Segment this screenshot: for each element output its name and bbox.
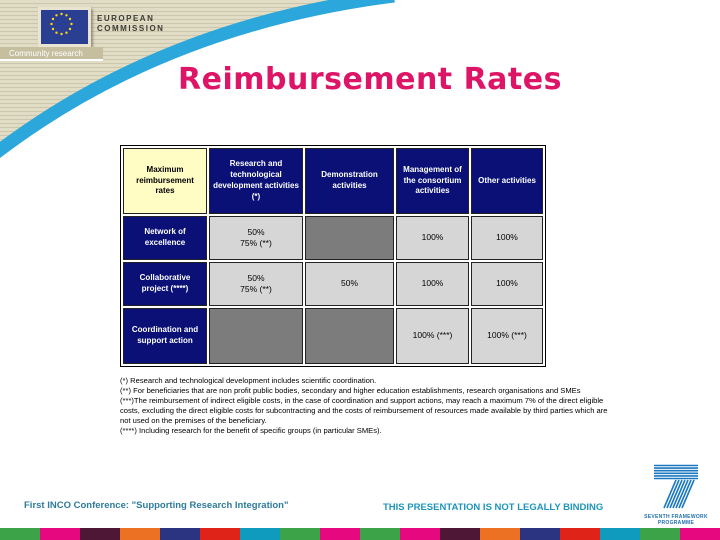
row-label: Collaborative project (****) (123, 262, 207, 306)
cell-line: 50% (247, 226, 265, 237)
table-row (123, 262, 543, 306)
header-other: Other activities (471, 148, 543, 214)
cell-empty (305, 216, 394, 260)
cell-demo: 50% (305, 262, 394, 306)
footnote-2: (**) For beneficiaries that are non profit public bodies, secondary and higher education establishments, research organisations and SMEs (120, 386, 581, 395)
color-block (120, 528, 160, 540)
cell-other: 100% (471, 216, 543, 260)
footnote-3: (***)The reimbursement of indirect eligible costs, in the case of coordination and support actions, may reach a maximum 7% of the direct eligible costs, excluding the direct eligible costs for subcontracting and the costs of reimbursement of resources made available by third parties which are not used on the premises of the beneficiary. (120, 396, 608, 425)
header-rtd: Research and technological development activities (*) (209, 148, 303, 214)
row-label: Coordination and support action (123, 308, 207, 364)
color-block (640, 528, 680, 540)
fp7-label-line2: PROGRAMME (657, 520, 695, 526)
cell-empty (209, 308, 303, 364)
cell-other: 100% (471, 262, 543, 306)
color-block (40, 528, 80, 540)
color-block (160, 528, 200, 540)
color-block (520, 528, 560, 540)
color-block (200, 528, 240, 540)
color-block (600, 528, 640, 540)
ec-line1: EUROPEAN (97, 14, 155, 23)
color-block (320, 528, 360, 540)
color-block (680, 528, 720, 540)
cell-mgmt: 100% (***) (396, 308, 469, 364)
color-block (560, 528, 600, 540)
page-title: Reimbursement Rates (178, 62, 562, 97)
footnotes (120, 376, 612, 436)
header-management: Management of the consortium activities (396, 148, 469, 214)
cell-line: 50% (247, 272, 265, 283)
color-block (440, 528, 480, 540)
fp7-logo (637, 463, 715, 526)
color-block (240, 528, 280, 540)
reimbursement-rates-table (120, 145, 546, 367)
cell-line: 75% (**) (240, 238, 272, 248)
color-block (0, 528, 40, 540)
table-header-row (123, 148, 543, 214)
fp7-label-line1: SEVENTH FRAMEWORK (644, 514, 708, 520)
cell-rtd (209, 216, 303, 260)
table-row (123, 216, 543, 260)
cell-line: 75% (**) (240, 284, 272, 294)
cell-mgmt: 100% (396, 216, 469, 260)
color-block (400, 528, 440, 540)
legal-disclaimer-text: THIS PRESENTATION IS NOT LEGALLY BINDING (383, 502, 604, 513)
cell-mgmt: 100% (396, 262, 469, 306)
cell-rtd (209, 262, 303, 306)
fp7-seven-icon (649, 463, 703, 509)
row-label: Network of excellence (123, 216, 207, 260)
conference-footer-text: First INCO Conference: "Supporting Research Integration" (24, 500, 289, 511)
cell-empty (305, 308, 394, 364)
color-block (480, 528, 520, 540)
eu-stars-icon (41, 10, 82, 38)
color-block (360, 528, 400, 540)
table-row (123, 308, 543, 364)
european-commission-label (97, 14, 164, 34)
ec-line2: COMMISSION (97, 24, 165, 33)
color-block (80, 528, 120, 540)
footnote-1: (*) Research and technological development includes scientific coordination. (120, 376, 377, 385)
eu-flag-logo (38, 7, 91, 47)
header-max-rates: Maximum reimbursement rates (123, 148, 207, 214)
community-research-label: Community research (0, 47, 103, 61)
color-strip (0, 528, 720, 540)
footnote-4: (****) Including research for the benefit of specific groups (in particular SMEs). (120, 426, 382, 435)
color-block (280, 528, 320, 540)
cell-other: 100% (***) (471, 308, 543, 364)
header-demonstration: Demonstration activities (305, 148, 394, 214)
